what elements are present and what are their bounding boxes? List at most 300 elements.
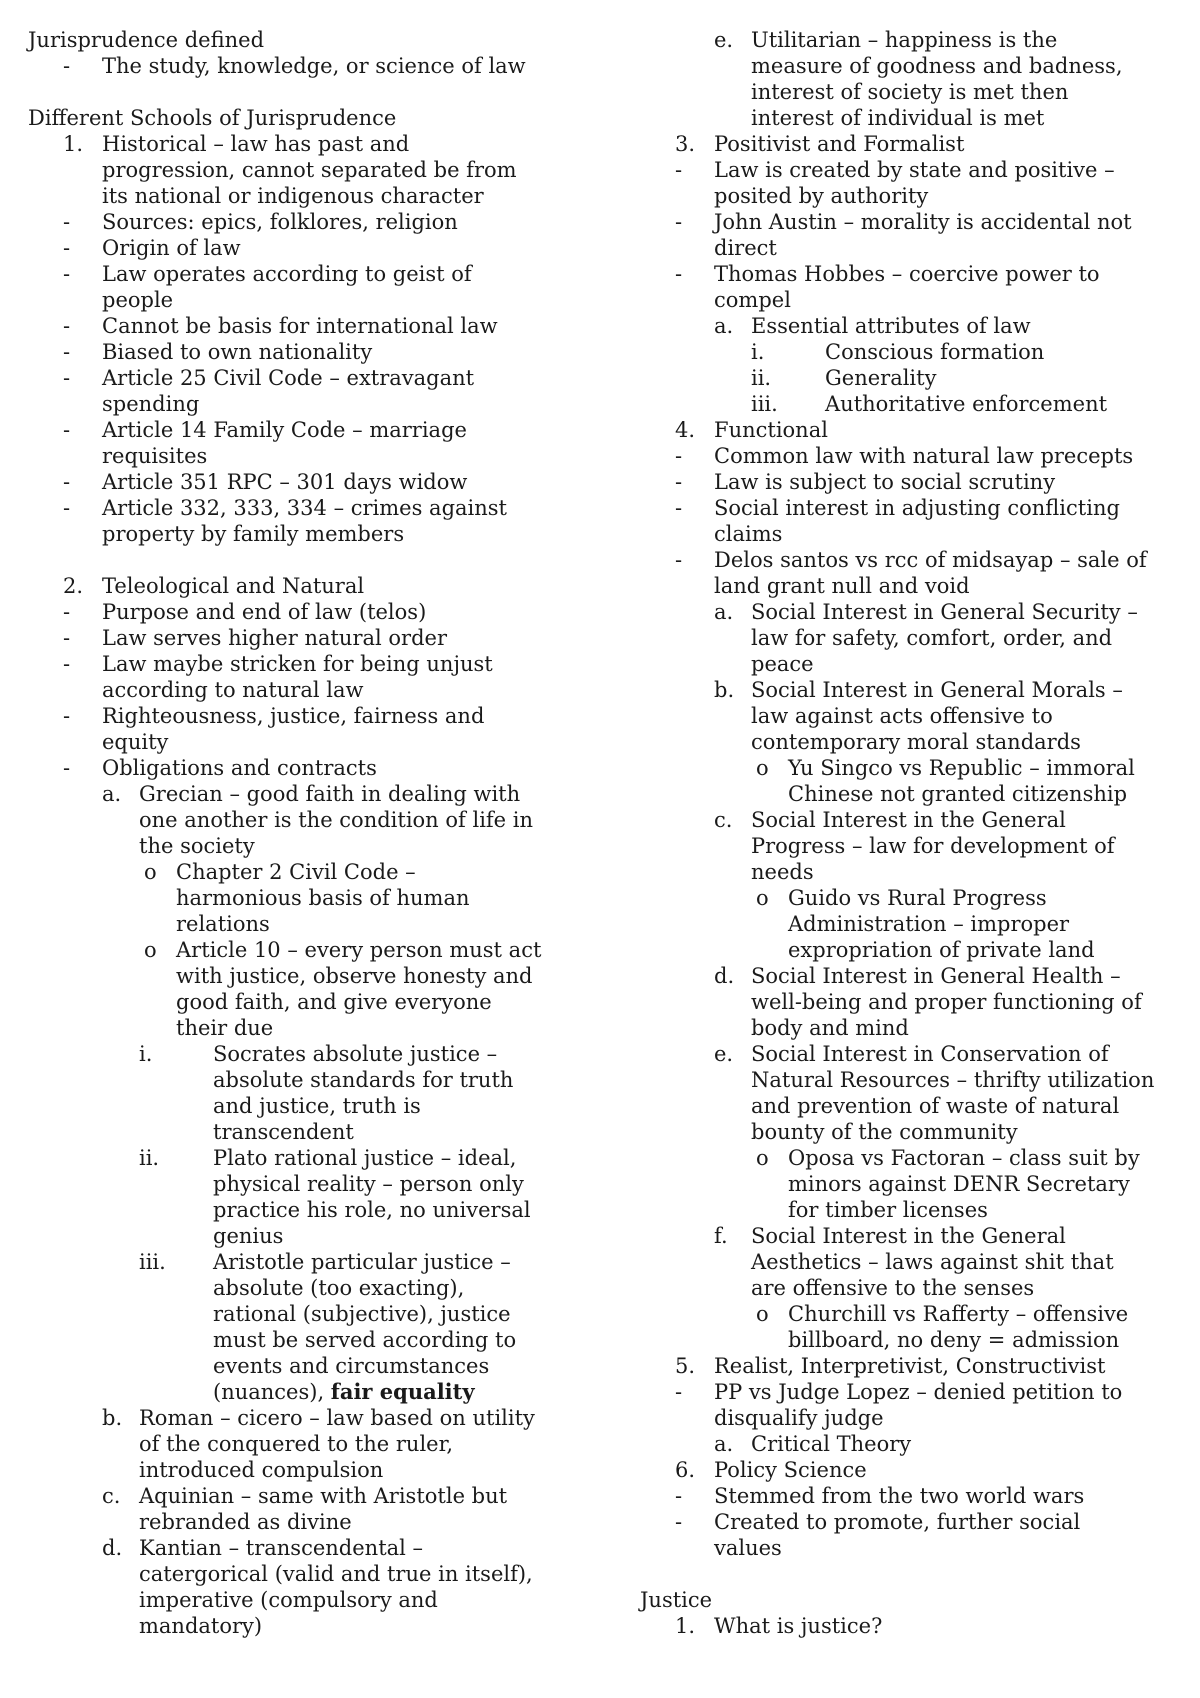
- list-item: [640, 963, 1185, 989]
- text-line: [28, 677, 588, 703]
- list-marker: 3.: [675, 132, 696, 156]
- line-text: events and circumstances: [213, 1354, 490, 1378]
- line-text: John Austin – morality is accidental not: [714, 210, 1132, 234]
- list-item: [640, 1613, 1185, 1639]
- text-line: [640, 937, 1185, 963]
- line-text: Sources: epics, folklores, religion: [102, 210, 458, 234]
- line-text: disqualify judge: [714, 1406, 884, 1430]
- text-line: [28, 885, 588, 911]
- text-line: [28, 183, 588, 209]
- list-item: [28, 339, 588, 365]
- list-item: [28, 1145, 588, 1171]
- line-text: Kantian – transcendental –: [139, 1536, 424, 1560]
- list-item: [640, 365, 1185, 391]
- text-line: [28, 1275, 588, 1301]
- line-text: the society: [139, 834, 255, 858]
- list-item: [28, 1405, 588, 1431]
- text-line: [28, 1067, 588, 1093]
- list-item: [28, 261, 588, 287]
- line-text: interest of individual is met: [751, 106, 1045, 130]
- text-line: [640, 1171, 1185, 1197]
- list-item: [28, 365, 588, 391]
- list-item: [640, 1457, 1185, 1483]
- text-line: [640, 833, 1185, 859]
- text-line: [640, 235, 1185, 261]
- list-item: [640, 1301, 1185, 1327]
- line-text: equity: [102, 730, 169, 754]
- text-line: [640, 1093, 1185, 1119]
- line-text: with justice, observe honesty and: [176, 964, 533, 988]
- list-item: [640, 1223, 1185, 1249]
- list-marker: o: [756, 756, 769, 780]
- line-text: Grecian – good faith in dealing with: [139, 782, 521, 806]
- line-text: relations: [176, 912, 270, 936]
- line-text: peace: [751, 652, 814, 676]
- text-line: [640, 1405, 1185, 1431]
- text-line: [640, 1067, 1185, 1093]
- text-line: [640, 1197, 1185, 1223]
- list-item: [640, 1509, 1185, 1535]
- line-text: claims: [714, 522, 783, 546]
- list-marker: -: [675, 1510, 683, 1534]
- text-line: [640, 859, 1185, 885]
- text-line: [28, 443, 588, 469]
- text-line: [28, 1431, 588, 1457]
- line-text: Different Schools of Jurisprudence: [28, 106, 397, 130]
- line-text: Policy Science: [714, 1458, 867, 1482]
- list-marker: o: [756, 1146, 769, 1170]
- line-text: Teleological and Natural: [102, 574, 365, 598]
- text-line: [640, 53, 1185, 79]
- line-text: land grant null and void: [714, 574, 970, 598]
- line-text: Created to promote, further social: [714, 1510, 1081, 1534]
- text-line: [28, 521, 588, 547]
- list-item: [640, 1145, 1185, 1171]
- list-item: [640, 131, 1185, 157]
- line-text: spending: [102, 392, 200, 416]
- list-item: [28, 573, 588, 599]
- list-marker: ii.: [751, 366, 772, 390]
- list-marker: 1.: [63, 132, 84, 156]
- list-marker: iii.: [139, 1250, 166, 1274]
- list-marker: i.: [751, 340, 765, 364]
- text-line: [28, 1197, 588, 1223]
- line-text: Chinese not granted citizenship: [788, 782, 1128, 806]
- list-item: [640, 391, 1185, 417]
- text-line: [28, 1457, 588, 1483]
- list-item: [640, 599, 1185, 625]
- list-item: [28, 703, 588, 729]
- line-text: and prevention of waste of natural: [751, 1094, 1120, 1118]
- section-heading: [28, 27, 588, 53]
- list-item: [28, 417, 588, 443]
- line-text: The study, knowledge, or science of law: [102, 54, 526, 78]
- list-marker: -: [63, 704, 71, 728]
- line-text: compel: [714, 288, 791, 312]
- list-marker: -: [63, 470, 71, 494]
- text-line: [28, 1301, 588, 1327]
- line-text: Righteousness, justice, fairness and: [102, 704, 485, 728]
- line-text: Thomas Hobbes – coercive power to: [714, 262, 1100, 286]
- line-text: requisites: [102, 444, 208, 468]
- list-item: [28, 599, 588, 625]
- text-line: [28, 1561, 588, 1587]
- text-line: [640, 625, 1185, 651]
- text-line: [28, 1171, 588, 1197]
- text-line: [28, 911, 588, 937]
- text-line: [28, 1353, 588, 1379]
- list-item: [28, 495, 588, 521]
- list-marker: e.: [714, 28, 734, 52]
- line-text: Utilitarian – happiness is the: [751, 28, 1058, 52]
- list-marker: -: [63, 314, 71, 338]
- text-line: [640, 989, 1185, 1015]
- line-text: Justice: [640, 1588, 713, 1612]
- list-item: [640, 755, 1185, 781]
- line-text: Common law with natural law precepts: [714, 444, 1134, 468]
- line-text: direct: [714, 236, 777, 260]
- line-text: values: [714, 1536, 782, 1560]
- list-item: [640, 885, 1185, 911]
- text-line: [640, 1535, 1185, 1561]
- line-text: Churchill vs Rafferty – offensive: [788, 1302, 1129, 1326]
- list-marker: e.: [714, 1042, 734, 1066]
- text-line: [640, 651, 1185, 677]
- blank-line: [640, 1561, 1185, 1587]
- list-item: [640, 417, 1185, 443]
- text-line: [640, 1015, 1185, 1041]
- line-text: PP vs Judge Lopez – denied petition to: [714, 1380, 1123, 1404]
- list-item: [640, 547, 1185, 573]
- list-marker: -: [675, 444, 683, 468]
- list-item: [640, 27, 1185, 53]
- line-text: Positivist and Formalist: [714, 132, 965, 156]
- list-item: [28, 651, 588, 677]
- line-text: Social Interest in General Security –: [751, 600, 1138, 624]
- text-line: [28, 1509, 588, 1535]
- list-marker: -: [675, 1484, 683, 1508]
- line-text: Law operates according to geist of: [102, 262, 472, 286]
- line-text: people: [102, 288, 174, 312]
- list-marker: -: [63, 600, 71, 624]
- line-text: billboard, no deny = admission: [788, 1328, 1120, 1352]
- text-line: [640, 287, 1185, 313]
- line-text: posited by authority: [714, 184, 929, 208]
- text-line: [28, 1379, 588, 1405]
- line-text: catergorical (valid and true in itself),: [139, 1562, 533, 1586]
- list-marker: ii.: [139, 1146, 160, 1170]
- list-marker: -: [63, 626, 71, 650]
- line-text: Cannot be basis for international law: [102, 314, 498, 338]
- list-item: [28, 1535, 588, 1561]
- section-heading: [640, 1587, 1185, 1613]
- line-text: Article 25 Civil Code – extravagant: [102, 366, 475, 390]
- line-text: Generality: [825, 366, 937, 390]
- text-line: [640, 1327, 1185, 1353]
- list-item: [640, 1483, 1185, 1509]
- line-text: Socrates absolute justice –: [213, 1042, 498, 1066]
- line-text: Law is subject to social scrutiny: [714, 470, 1056, 494]
- list-marker: -: [63, 236, 71, 260]
- line-text: and justice, truth is: [213, 1094, 421, 1118]
- list-marker: a.: [714, 1432, 734, 1456]
- list-marker: 6.: [675, 1458, 696, 1482]
- line-text: Origin of law: [102, 236, 241, 260]
- text-line: [28, 1613, 588, 1639]
- line-text: Article 14 Family Code – marriage: [102, 418, 467, 442]
- list-marker: a.: [102, 782, 122, 806]
- text-line: [28, 833, 588, 859]
- line-text: Social Interest in the General: [751, 808, 1066, 832]
- list-marker: o: [756, 1302, 769, 1326]
- list-marker: b.: [714, 678, 735, 702]
- line-text: good faith, and give everyone: [176, 990, 492, 1014]
- line-text: Chapter 2 Civil Code –: [176, 860, 416, 884]
- list-item: [640, 469, 1185, 495]
- line-text: Article 332, 333, 334 – crimes against: [102, 496, 507, 520]
- line-text: body and mind: [751, 1016, 909, 1040]
- line-text: absolute standards for truth: [213, 1068, 514, 1092]
- line-text: Law serves higher natural order: [102, 626, 448, 650]
- line-text: Aesthetics – laws against shit that: [751, 1250, 1114, 1274]
- line-text: Social Interest in General Health –: [751, 964, 1121, 988]
- list-marker: o: [144, 860, 157, 884]
- line-text: absolute (too exacting),: [213, 1276, 465, 1300]
- line-text: Critical Theory: [751, 1432, 912, 1456]
- line-text: mandatory): [139, 1614, 263, 1638]
- list-marker: -: [63, 210, 71, 234]
- line-text: Social Interest in Conservation of: [751, 1042, 1109, 1066]
- list-marker: -: [63, 340, 71, 364]
- line-text: measure of goodness and badness,: [751, 54, 1123, 78]
- list-marker: -: [63, 496, 71, 520]
- line-text: Authoritative enforcement: [825, 392, 1108, 416]
- line-text: harmonious basis of human: [176, 886, 470, 910]
- list-item: [28, 625, 588, 651]
- text-line: [640, 911, 1185, 937]
- list-item: [640, 157, 1185, 183]
- text-line: [28, 729, 588, 755]
- list-marker: c.: [102, 1484, 121, 1508]
- list-marker: -: [63, 652, 71, 676]
- line-text: rebranded as divine: [139, 1510, 352, 1534]
- line-text: imperative (compulsory and: [139, 1588, 438, 1612]
- list-marker: 5.: [675, 1354, 696, 1378]
- line-text: its national or indigenous character: [102, 184, 484, 208]
- line-text: Conscious formation: [825, 340, 1045, 364]
- line-text: Natural Resources – thrifty utilization: [751, 1068, 1155, 1092]
- list-marker: -: [63, 54, 71, 78]
- list-marker: -: [675, 210, 683, 234]
- list-marker: o: [756, 886, 769, 910]
- list-marker: -: [63, 418, 71, 442]
- line-text: minors against DENR Secretary: [788, 1172, 1130, 1196]
- list-item: [28, 1249, 588, 1275]
- list-marker: iii.: [751, 392, 778, 416]
- text-line: [640, 1249, 1185, 1275]
- line-text: What is justice?: [714, 1614, 883, 1638]
- line-text: Law maybe stricken for being unjust: [102, 652, 493, 676]
- line-text: Article 351 RPC – 301 days widow: [102, 470, 468, 494]
- list-marker: i.: [139, 1042, 153, 1066]
- line-text: Delos santos vs rcc of midsayap – sale of: [714, 548, 1147, 572]
- line-text: Aquinian – same with Aristotle but: [139, 1484, 508, 1508]
- right-column: [640, 27, 1185, 1639]
- line-text: Oposa vs Factoran – class suit by: [788, 1146, 1140, 1170]
- list-item: [640, 261, 1185, 287]
- list-item: [28, 1041, 588, 1067]
- line-text: are offensive to the senses: [751, 1276, 1035, 1300]
- text-line: [28, 391, 588, 417]
- line-text: according to natural law: [102, 678, 364, 702]
- line-text: Guido vs Rural Progress: [788, 886, 1047, 910]
- text-line: [640, 781, 1185, 807]
- list-marker: f.: [714, 1224, 728, 1248]
- line-text: transcendent: [213, 1120, 354, 1144]
- list-marker: c.: [714, 808, 733, 832]
- line-text: Social Interest in the General: [751, 1224, 1066, 1248]
- bold-text: fair equality: [330, 1379, 475, 1404]
- line-text: Social Interest in General Morals –: [751, 678, 1123, 702]
- line-text: interest of society is met then: [751, 80, 1069, 104]
- list-marker: 4.: [675, 418, 696, 442]
- list-marker: d.: [102, 1536, 123, 1560]
- list-item: [28, 131, 588, 157]
- line-text: their due: [176, 1016, 274, 1040]
- text-line: [28, 1223, 588, 1249]
- list-item: [640, 1041, 1185, 1067]
- list-marker: -: [675, 158, 683, 182]
- line-text: Yu Singco vs Republic – immoral: [788, 756, 1135, 780]
- list-item: [28, 859, 588, 885]
- line-text: Administration – improper: [788, 912, 1070, 936]
- line-text: Realist, Interpretivist, Constructivist: [714, 1354, 1106, 1378]
- list-item: [640, 807, 1185, 833]
- text-line: [640, 105, 1185, 131]
- text-line: [28, 989, 588, 1015]
- list-marker: -: [675, 548, 683, 572]
- list-marker: a.: [714, 600, 734, 624]
- text-line: [640, 1119, 1185, 1145]
- line-text: Essential attributes of law: [751, 314, 1031, 338]
- line-text: Purpose and end of law (telos): [102, 600, 427, 624]
- text-line: [640, 1275, 1185, 1301]
- list-item: [28, 781, 588, 807]
- line-text: Obligations and contracts: [102, 756, 377, 780]
- text-line: [28, 1015, 588, 1041]
- text-line: [640, 79, 1185, 105]
- list-item: [640, 443, 1185, 469]
- line-text: rational (subjective), justice: [213, 1302, 511, 1326]
- left-column: [28, 27, 588, 1639]
- list-item: [28, 937, 588, 963]
- text-line: [28, 157, 588, 183]
- list-marker: d.: [714, 964, 735, 988]
- text-line: [28, 1587, 588, 1613]
- list-item: [28, 469, 588, 495]
- text-line: [28, 1119, 588, 1145]
- line-text: Progress – law for development of: [751, 834, 1115, 858]
- list-marker: -: [675, 1380, 683, 1404]
- text-line: [640, 573, 1185, 599]
- list-item: [28, 235, 588, 261]
- line-text: progression, cannot separated be from: [102, 158, 517, 182]
- line-text: Roman – cicero – law based on utility: [139, 1406, 535, 1430]
- line-text: Jurisprudence defined: [28, 28, 265, 52]
- line-text: Article 10 – every person must act: [176, 938, 542, 962]
- line-text: genius: [213, 1224, 284, 1248]
- list-marker: -: [63, 262, 71, 286]
- line-text: must be served according to: [213, 1328, 517, 1352]
- line-text: law for safety, comfort, order, and: [751, 626, 1113, 650]
- line-text: one another is the condition of life in: [139, 808, 534, 832]
- list-item: [640, 209, 1185, 235]
- list-marker: o: [144, 938, 157, 962]
- line-text: Biased to own nationality: [102, 340, 373, 364]
- text-line: [640, 703, 1185, 729]
- list-marker: -: [675, 496, 683, 520]
- line-text: of the conquered to the ruler,: [139, 1432, 454, 1456]
- text-line: [28, 287, 588, 313]
- list-marker: -: [63, 366, 71, 390]
- list-marker: -: [63, 756, 71, 780]
- list-item: [28, 313, 588, 339]
- line-text: needs: [751, 860, 814, 884]
- list-item: [28, 209, 588, 235]
- section-heading: [28, 105, 588, 131]
- line-text: (nuances),: [213, 1380, 331, 1404]
- list-item: [640, 495, 1185, 521]
- text-line: [28, 1093, 588, 1119]
- list-marker: -: [675, 262, 683, 286]
- text-line: [640, 729, 1185, 755]
- list-item: [28, 1483, 588, 1509]
- list-item: [640, 313, 1185, 339]
- text-line: [28, 963, 588, 989]
- list-marker: -: [675, 470, 683, 494]
- line-text: introduced compulsion: [139, 1458, 384, 1482]
- list-item: [640, 1431, 1185, 1457]
- line-text: well-being and proper functioning of: [751, 990, 1142, 1014]
- text-line: [28, 1327, 588, 1353]
- text-line: [640, 521, 1185, 547]
- line-text: law against acts offensive to: [751, 704, 1053, 728]
- line-text: for timber licenses: [788, 1198, 988, 1222]
- line-text: Functional: [714, 418, 828, 442]
- list-item: [28, 755, 588, 781]
- line-text: Plato rational justice – ideal,: [213, 1146, 517, 1170]
- line-text: physical reality – person only: [213, 1172, 524, 1196]
- list-item: [640, 339, 1185, 365]
- list-item: [640, 677, 1185, 703]
- line-text: contemporary moral standards: [751, 730, 1081, 754]
- line-text: bounty of the community: [751, 1120, 1018, 1144]
- text-line: [640, 183, 1185, 209]
- blank-line: [28, 79, 588, 105]
- list-marker: 1.: [675, 1614, 696, 1638]
- list-marker: a.: [714, 314, 734, 338]
- line-text: Aristotle particular justice –: [213, 1250, 511, 1274]
- text-line: [28, 807, 588, 833]
- list-item: [640, 1379, 1185, 1405]
- list-marker: 2.: [63, 574, 84, 598]
- line-text: expropriation of private land: [788, 938, 1095, 962]
- blank-line: [28, 547, 588, 573]
- line-text: Law is created by state and positive –: [714, 158, 1115, 182]
- line-text: Stemmed from the two world wars: [714, 1484, 1085, 1508]
- line-text: property by family members: [102, 522, 405, 546]
- list-item: [28, 53, 588, 79]
